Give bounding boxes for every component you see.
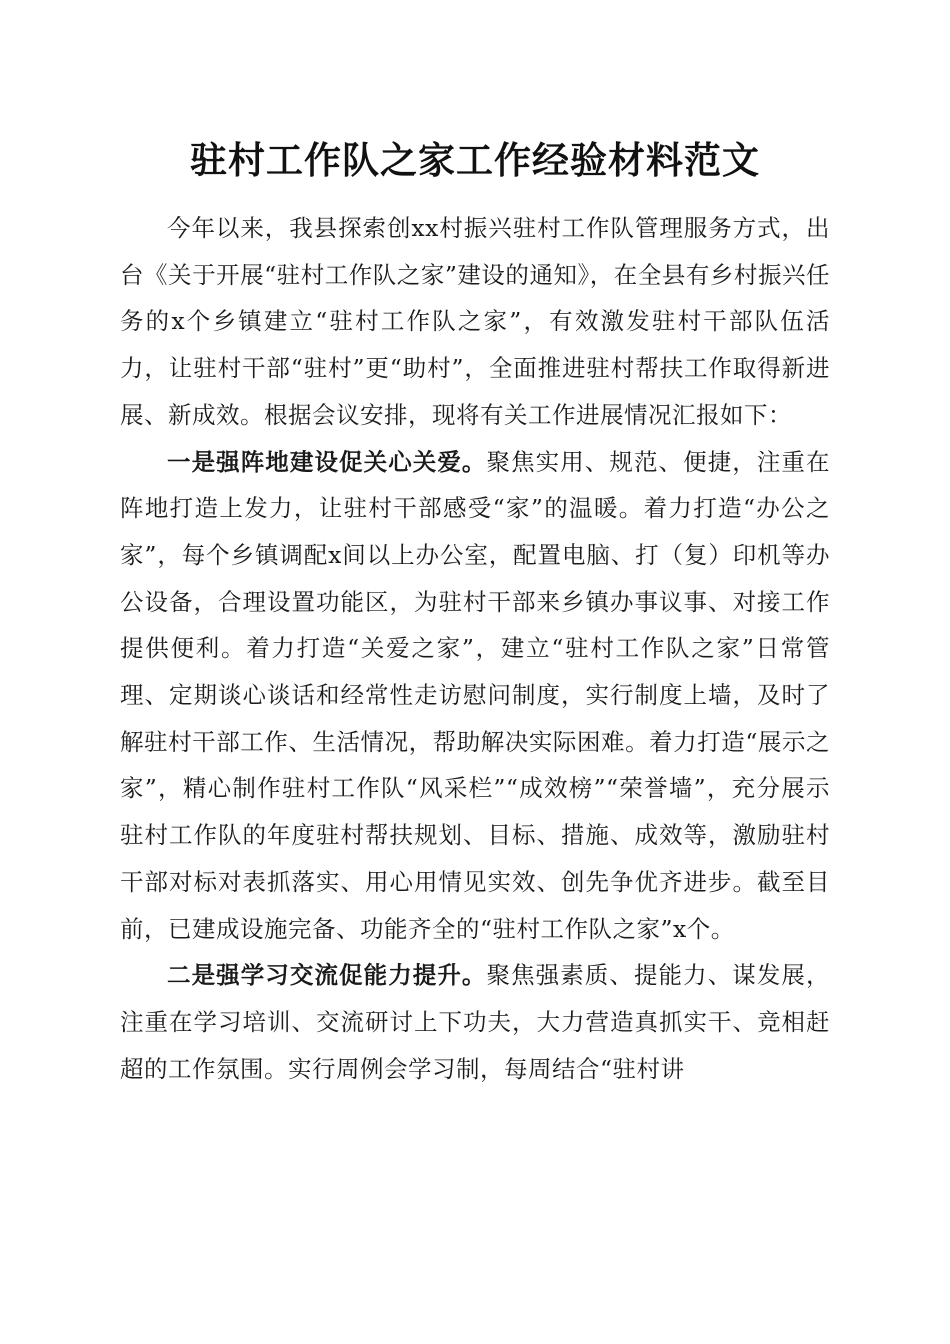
- document-body: [120, 205, 830, 1092]
- document-title: 驻村工作队之家工作经验材料范文: [190, 138, 760, 182]
- paragraph-section-2: [120, 952, 830, 1092]
- paragraph-text: 今年以来，我县探索创xx村振兴驻村工作队管理服务方式，出台《关于开展“驻村工作队之家”建设的通知》，在全县有乡村振兴任务的x个乡镇建立“驻村工作队之家”，有效激发驻村干部队伍活力，让驻村干部“驻村”更“助村”，全面推进驻村帮扶工作取得新进展、新成效。根据会议安排，现将有关工作进展情况汇报如下：: [120, 214, 830, 429]
- paragraph-lead-heading: 二是强学习交流促能力提升。: [167, 961, 487, 990]
- paragraph-intro: [120, 205, 830, 439]
- paragraph-section-1: [120, 439, 830, 953]
- paragraph-text: 聚焦实用、规范、便捷，注重在阵地打造上发力，让驻村干部感受“家”的温暖。着力打造“办公之家”，每个乡镇调配x间以上办公室，配置电脑、打（复）印机等办公设备，合理设置功能区，为驻村干部来乡镇办事议事、对接工作提供便利。着力打造“关爱之家”，建立“驻村工作队之家”日常管理、定期谈心谈话和经常性走访慰问制度，实行制度上墙，及时了解驻村干部工作、生活情况，帮助解决实际困难。着力打造“展示之家”，精心制作驻村工作队“风采栏”“成效榜”“荣誉墙”，充分展示驻村工作队的年度驻村帮扶规划、目标、措施、成效等，激励驻村干部对标对表抓落实、用心用情见实效、创先争优齐进步。截至目前，已建成设施完备、功能齐全的“驻村工作队之家”x个。: [120, 447, 830, 943]
- paragraph-lead-heading: 一是强阵地建设促关心关爱。: [167, 447, 487, 476]
- paragraph-text: 聚焦强素质、提能力、谋发展，注重在学习培训、交流研讨上下功夫，大力营造真抓实干、竞相赶超的工作氛围。实行周例会学习制，每周结合“驻村讲: [120, 961, 830, 1083]
